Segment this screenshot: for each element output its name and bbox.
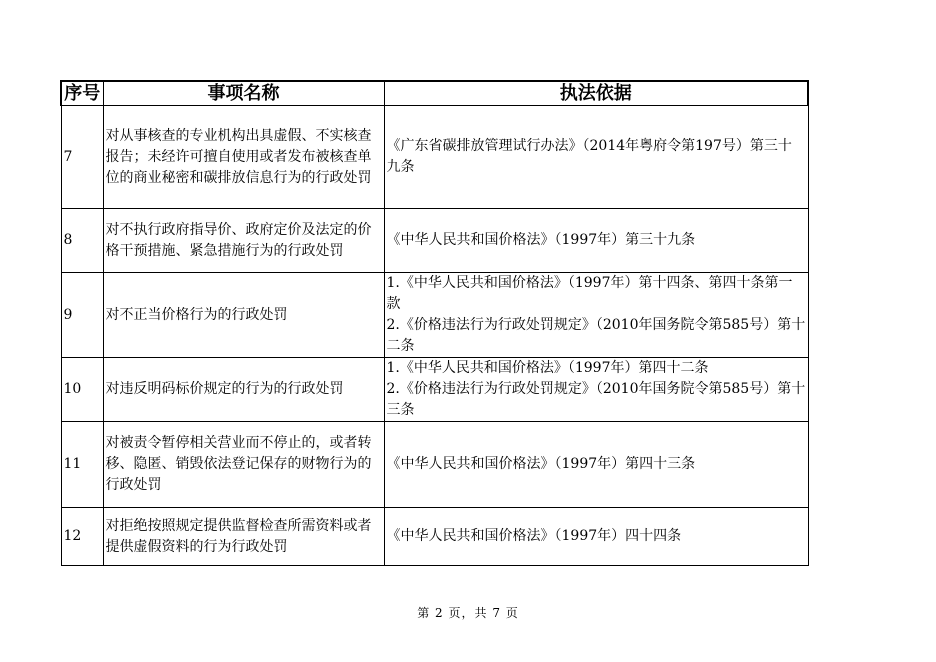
legal-basis-line: 1.《中华人民共和国价格法》（1997年）第四十二条: [386, 360, 709, 376]
header-item-name: 事项名称: [103, 81, 384, 106]
legal-basis-line: 《中华人民共和国价格法》（1997年）四十四条: [386, 528, 682, 544]
row-item-name: 对违反明码标价规定的行为的行政处罚: [103, 358, 384, 422]
table-row: [61, 273, 808, 358]
legal-basis-line: 《中华人民共和国价格法》（1997年）第四十三条: [386, 456, 696, 472]
header-row: [61, 81, 808, 106]
table-row: [61, 508, 808, 566]
legal-basis-line: 2.《价格违法行为行政处罚规定》（2010年国务院令第585号）第十三条: [386, 381, 806, 418]
legal-basis-line: 《中华人民共和国价格法》（1997年）第三十九条: [386, 232, 696, 248]
legal-basis-line: 2.《价格违法行为行政处罚规定》（2010年国务院令第585号）第十二条: [386, 317, 806, 354]
row-serial-number: 7: [61, 106, 103, 209]
table-row: [61, 422, 808, 508]
header-legal-basis: 执法依据: [384, 81, 808, 106]
row-serial-number: 12: [61, 508, 103, 566]
table-row: [61, 209, 808, 273]
row-serial-number: 11: [61, 422, 103, 508]
table-row: [61, 106, 808, 209]
table-row: [61, 358, 808, 422]
row-legal-basis: [384, 422, 808, 508]
row-legal-basis: [384, 358, 808, 422]
row-item-name: 对从事核查的专业机构出具虚假、不实核查报告；未经许可擅自使用或者发布被核查单位的商业秘密和碳排放信息行为的行政处罚: [103, 106, 384, 209]
page-number-footer: 第 2 页，共 7 页: [417, 606, 519, 620]
row-legal-basis: [384, 508, 808, 566]
legal-basis-line: 《广东省碳排放管理试行办法》（2014年粤府令第197号）第三十九条: [386, 138, 792, 175]
table-body: [61, 106, 808, 566]
row-item-name: 对不执行政府指导价、政府定价及法定的价格干预措施、紧急措施行为的行政处罚: [103, 209, 384, 273]
row-legal-basis: [384, 273, 808, 358]
table-header: [61, 81, 808, 106]
row-serial-number: 8: [61, 209, 103, 273]
enforcement-table: [60, 80, 809, 566]
legal-basis-line: 1.《中华人民共和国价格法》（1997年）第十四条、第四十条第一款: [386, 275, 793, 312]
header-serial-number: 序号: [61, 81, 103, 106]
row-serial-number: 10: [61, 358, 103, 422]
row-legal-basis: [384, 209, 808, 273]
row-legal-basis: [384, 106, 808, 209]
row-item-name: 对被责令暂停相关营业而不停止的，或者转移、隐匿、销毁依法登记保存的财物行为的行政处罚: [103, 422, 384, 508]
row-serial-number: 9: [61, 273, 103, 358]
row-item-name: 对拒绝按照规定提供监督检查所需资料或者提供虚假资料的行为行政处罚: [103, 508, 384, 566]
row-item-name: 对不正当价格行为的行政处罚: [103, 273, 384, 358]
